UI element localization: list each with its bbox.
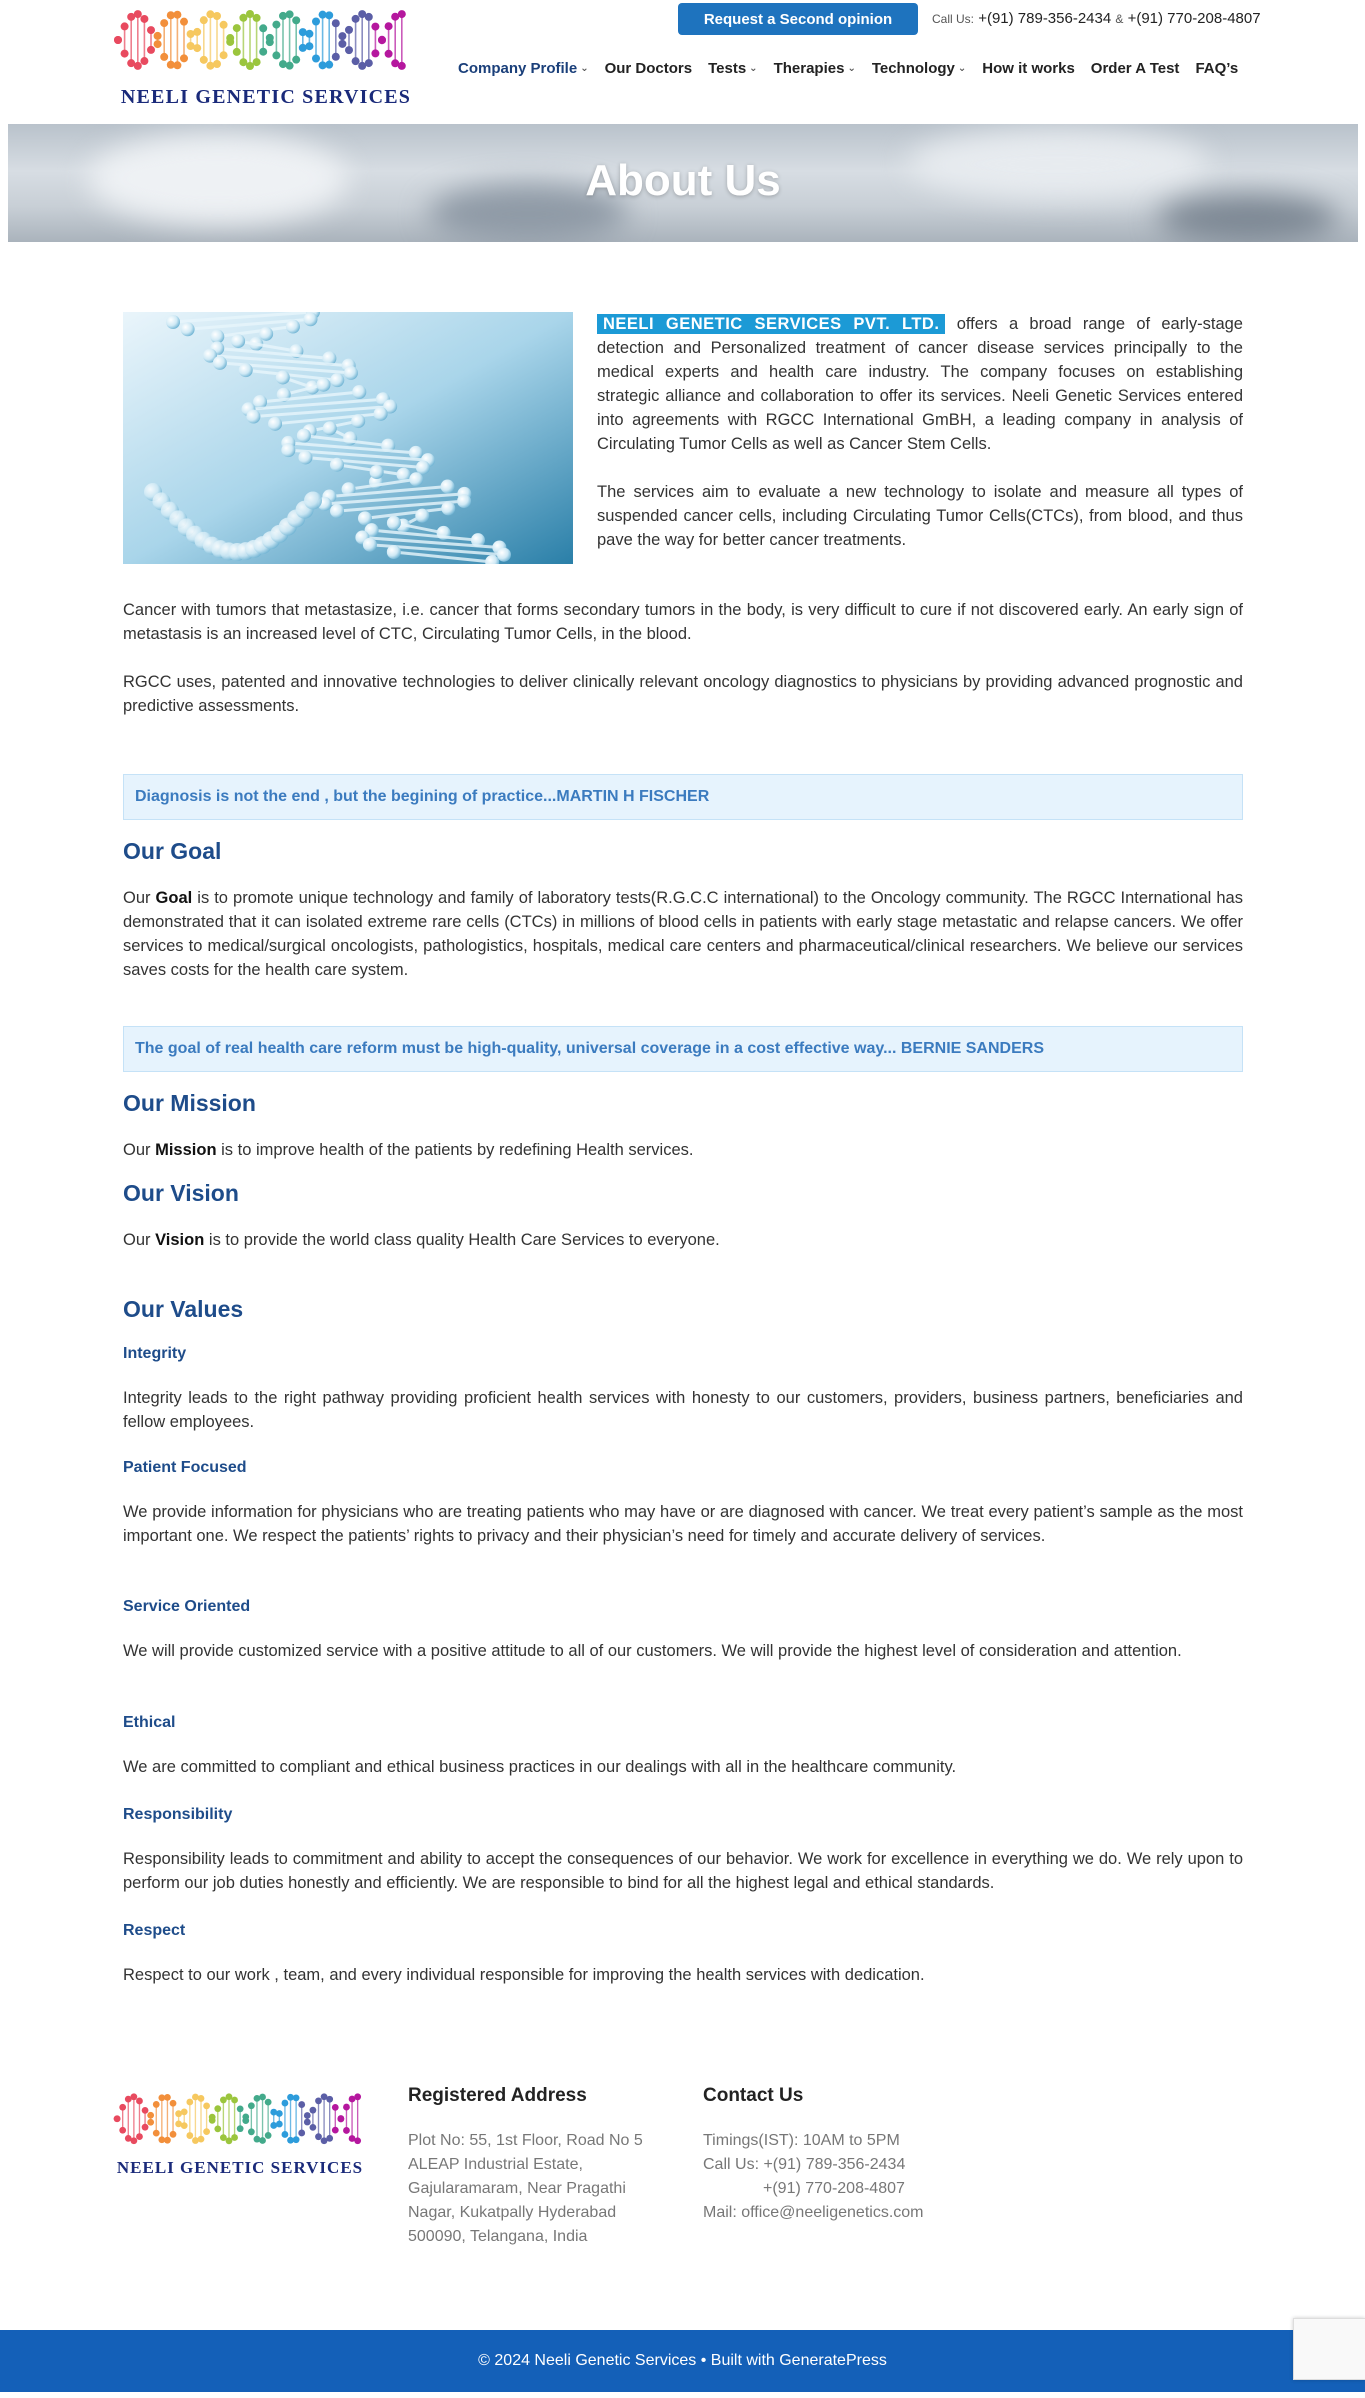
address-line: Nagar, Kukatpally Hyderabad: [408, 2204, 617, 2221]
quote-sanders: The goal of real health care reform must be high-quality, universal coverage in a cost effective way... BERNIE SANDERS: [123, 1026, 1243, 1072]
rgcc-paragraph: RGCC uses, patented and innovative technologies to deliver clinically relevant oncology diagnostics to physicians by providing advanced prognostic and predictive assessments.: [123, 673, 1243, 715]
copyright-text: © 2024 Neeli Genetic Services • Built with GeneratePress: [478, 2352, 887, 2369]
footer-logo-text: NEELI GENETIC SERVICES: [116, 2158, 364, 2177]
goal-prefix: Our: [123, 889, 156, 907]
company-name-highlight: NEELI GENETIC SERVICES PVT. LTD.: [597, 314, 945, 334]
value-text-responsibility: Responsibility leads to commitment and ability to accept the consequences of our behavior. We work for excellence in everything we do. We rely upon to perform our job duties honestly and efficiently. We are responsible to bind for all the highest legal and ethical standards.: [123, 1850, 1243, 1892]
phone-separator: &: [1115, 12, 1124, 26]
nav-label: Order A Test: [1090, 60, 1180, 77]
dna-logo-icon: [112, 4, 414, 86]
nav-item-tests[interactable]: [700, 60, 765, 77]
vision-bold: Vision: [155, 1231, 205, 1249]
vision-paragraph: [123, 1228, 1243, 1252]
nav-item-how-it-works[interactable]: [974, 60, 1083, 77]
footer-contact: [703, 2085, 924, 2225]
site-header: [0, 0, 1365, 122]
address-heading: Registered Address: [408, 2085, 587, 2106]
chevron-down-icon: ⌄: [957, 63, 967, 74]
nav-label: Technology: [871, 60, 955, 77]
dna-image: [123, 312, 573, 564]
value-title-responsibility: Responsibility: [123, 1806, 233, 1823]
intro-text: [597, 312, 1243, 576]
mission-heading: Our Mission: [123, 1090, 256, 1116]
chevron-down-icon: ⌄: [580, 63, 589, 74]
contact-email[interactable]: Mail: office@neeligenetics.com: [703, 2204, 924, 2221]
value-text-integrity: Integrity leads to the right pathway providing proficient health services with honesty to our customers, providers, business partners, beneficiaries and fellow employees.: [123, 1389, 1243, 1431]
goal-bold: Goal: [155, 889, 193, 907]
nav-item-therapies[interactable]: [766, 60, 864, 77]
footer-logo[interactable]: [112, 2088, 368, 2180]
mission-prefix: Our: [123, 1141, 156, 1159]
contact-heading: Contact Us: [703, 2085, 804, 2106]
intro-paragraph-1-text: offers a broad range of early-stage detection and Personalized treatment of cancer disease services principally to the medical experts and health care industry. The company focuses on establishing strategic alliance and collaboration to offer its services. Neeli Genetic Services entered into agreements with RGCC International GmBH, a leading company in analysis of Circulating Tumor Cells as well as Cancer Stem Cells.: [597, 315, 1243, 453]
address-line: 500090, Telangana, India: [408, 2228, 588, 2245]
vision-prefix: Our: [123, 1231, 156, 1249]
metastasis-paragraph: Cancer with tumors that metastasize, i.e. cancer that forms secondary tumors in the body, is very difficult to cure if not discovered early. An early sign of metastasis is an increased level of CTC, Circulating Tumor Cells, in the blood.: [123, 601, 1243, 643]
logo-text: NEELI GENETIC SERVICES: [120, 86, 412, 108]
site-logo[interactable]: [112, 4, 414, 110]
chevron-down-icon: ⌄: [847, 63, 856, 74]
nav-label: Company Profile: [458, 60, 578, 77]
dna-photo-icon: [123, 312, 573, 564]
address-line: Gajularamaram, Near Pragathi: [408, 2180, 626, 2197]
nav-item-technology[interactable]: [864, 60, 974, 77]
value-text-respect: Respect to our work , team, and every individual responsible for improving the health services with dedication.: [123, 1966, 925, 1984]
address-line: Plot No: 55, 1st Floor, Road No 5: [408, 2132, 643, 2149]
vision-heading: Our Vision: [123, 1180, 239, 1206]
nav-label: FAQ’s: [1195, 60, 1239, 77]
nav-label: Tests: [708, 60, 747, 77]
phone-link-1[interactable]: +(91) 789-356-2434: [978, 10, 1112, 27]
nav-item-order-a-test[interactable]: [1083, 60, 1188, 77]
copyright-bar: [0, 2330, 1365, 2392]
intro-paragraph-1: [597, 312, 1243, 456]
chevron-down-icon: ⌄: [749, 63, 758, 74]
value-text-service-oriented: We will provide customized service with a positive attitude to all of our customers. We will provide the highest level of consideration and attention.: [123, 1642, 1182, 1660]
dna-logo-icon: [112, 2088, 368, 2158]
call-us: [932, 10, 1261, 27]
recaptcha-badge[interactable]: [1293, 2318, 1365, 2380]
mission-paragraph: [123, 1138, 1243, 1162]
contact-timings: Timings(IST): 10AM to 5PM: [703, 2132, 900, 2149]
call-us-label: Call Us:: [932, 12, 975, 26]
value-text-patient-focused: We provide information for physicians who are treating patients who may have or are diagnosed with cancer. We treat every patient’s sample as the most important one. We respect the patients’ rights to privacy and their physician’s need for timely and accurate delivery of services.: [123, 1503, 1243, 1545]
contact-phone-1[interactable]: Call Us: +(91) 789-356-2434: [703, 2156, 906, 2173]
contact-phone-2[interactable]: +(91) 770-208-4807: [763, 2180, 905, 2197]
value-title-respect: Respect: [123, 1922, 186, 1939]
mission-text: is to improve health of the patients by redefining Health services.: [216, 1141, 694, 1159]
values-heading: Our Values: [123, 1296, 244, 1322]
main-nav: [450, 60, 1246, 77]
hero-banner: [8, 124, 1358, 242]
value-title-ethical: Ethical: [123, 1714, 176, 1731]
nav-label: How it works: [982, 60, 1075, 77]
footer-address: [408, 2085, 643, 2249]
phone-link-2[interactable]: +(91) 770-208-4807: [1127, 10, 1261, 27]
vision-text: is to provide the world class quality Health Care Services to everyone.: [204, 1231, 720, 1249]
goal-heading: Our Goal: [123, 838, 222, 864]
value-title-patient-focused: Patient Focused: [123, 1459, 247, 1476]
quote-fischer: Diagnosis is not the end , but the begining of practice...MARTIN H FISCHER: [123, 774, 1243, 820]
value-title-integrity: Integrity: [123, 1345, 187, 1362]
nav-item-company-profile[interactable]: [450, 60, 597, 77]
page-title: About Us: [585, 156, 781, 205]
address-line: ALEAP Industrial Estate,: [408, 2156, 583, 2173]
mission-bold: Mission: [155, 1141, 217, 1159]
nav-label: Therapies: [773, 60, 845, 77]
goal-text: is to promote unique technology and family of laboratory tests(R.G.C.C international) to the Oncology community. The RGCC International has demonstrated that it can isolated extreme rare cells (CTCs) in millions of blood cells in patients with early stage metastatic and relapse cancers. We offer services to medical/surgical oncologists, pathologistics, hospitals, medical care centers and pharmaceutical/clinical researchers. We believe our services saves costs for the health care system.: [123, 889, 1243, 979]
nav-item-faqs[interactable]: [1187, 60, 1246, 77]
intro-paragraph-2: The services aim to evaluate a new technology to isolate and measure all types of suspended cancer cells, including Circulating Tumor Cells(CTCs), from blood, and thus pave the way for better cancer treatments.: [597, 483, 1243, 549]
value-title-service-oriented: Service Oriented: [123, 1598, 251, 1615]
value-text-ethical: We are committed to compliant and ethical business practices in our dealings with all in the healthcare community.: [123, 1758, 957, 1776]
request-second-opinion-button[interactable]: Request a Second opinion: [678, 3, 918, 35]
nav-label: Our Doctors: [604, 60, 693, 77]
nav-item-our-doctors[interactable]: [597, 60, 701, 77]
goal-paragraph: [123, 886, 1243, 982]
